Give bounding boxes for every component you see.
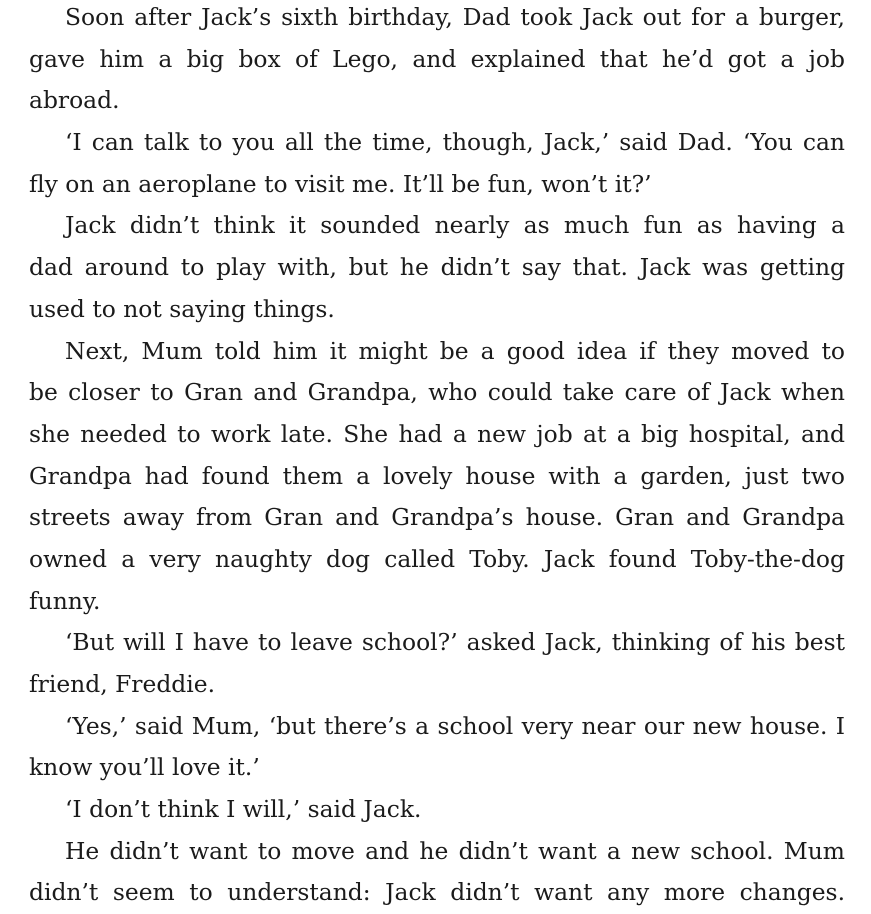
text-line: Soon after Jack’s sixth birthday, Dad took Jack out for a burger,	[65, 3, 845, 31]
text-line: she needed to work late. She had a new job at a big hospital, and	[29, 419, 845, 448]
text-line: didn’t seem to understand: Jack didn’t want any more changes.	[29, 878, 845, 907]
text-line: ‘I can talk to you all the time, though, Jack,’ said Dad. ‘You can	[65, 128, 845, 157]
text-line: used to not saying things.	[29, 294, 335, 323]
book-page-text	[29, 0, 845, 914]
text-line: ‘I don’t think I will,’ said Jack.	[65, 795, 422, 824]
text-line: be closer to Gran and Grandpa, who could take care of Jack when	[29, 378, 845, 407]
text-line: Next, Mum told him it might be a good idea if they moved to	[65, 336, 845, 365]
text-line: Jack didn’t think it sounded nearly as much fun as having a	[65, 211, 845, 240]
text-line: fly on an aeroplane to visit me. It’ll be fun, won’t it?’	[29, 169, 652, 198]
text-line: dad around to play with, but he didn’t say that. Jack was getting	[29, 253, 845, 282]
text-line: Grandpa had found them a lovely house with a garden, just two	[29, 461, 845, 490]
text-line: know you’ll love it.’	[29, 753, 260, 782]
text-line: gave him a big box of Lego, and explained that he’d got a job	[29, 44, 845, 73]
text-line: ‘Yes,’ said Mum, ‘but there’s a school very near our new house. I	[65, 711, 845, 740]
text-line: owned a very naughty dog called Toby. Jack found Toby-the-dog	[29, 544, 845, 573]
text-line: He didn’t want to move and he didn’t want a new school. Mum	[65, 836, 845, 865]
text-line: friend, Freddie.	[29, 670, 216, 698]
text-line: abroad.	[29, 86, 120, 115]
text-line: streets away from Gran and Grandpa’s house. Gran and Grandpa	[29, 503, 845, 532]
text-line: funny.	[29, 586, 101, 615]
text-line: ‘But will I have to leave school?’ asked Jack, thinking of his best	[65, 628, 845, 657]
